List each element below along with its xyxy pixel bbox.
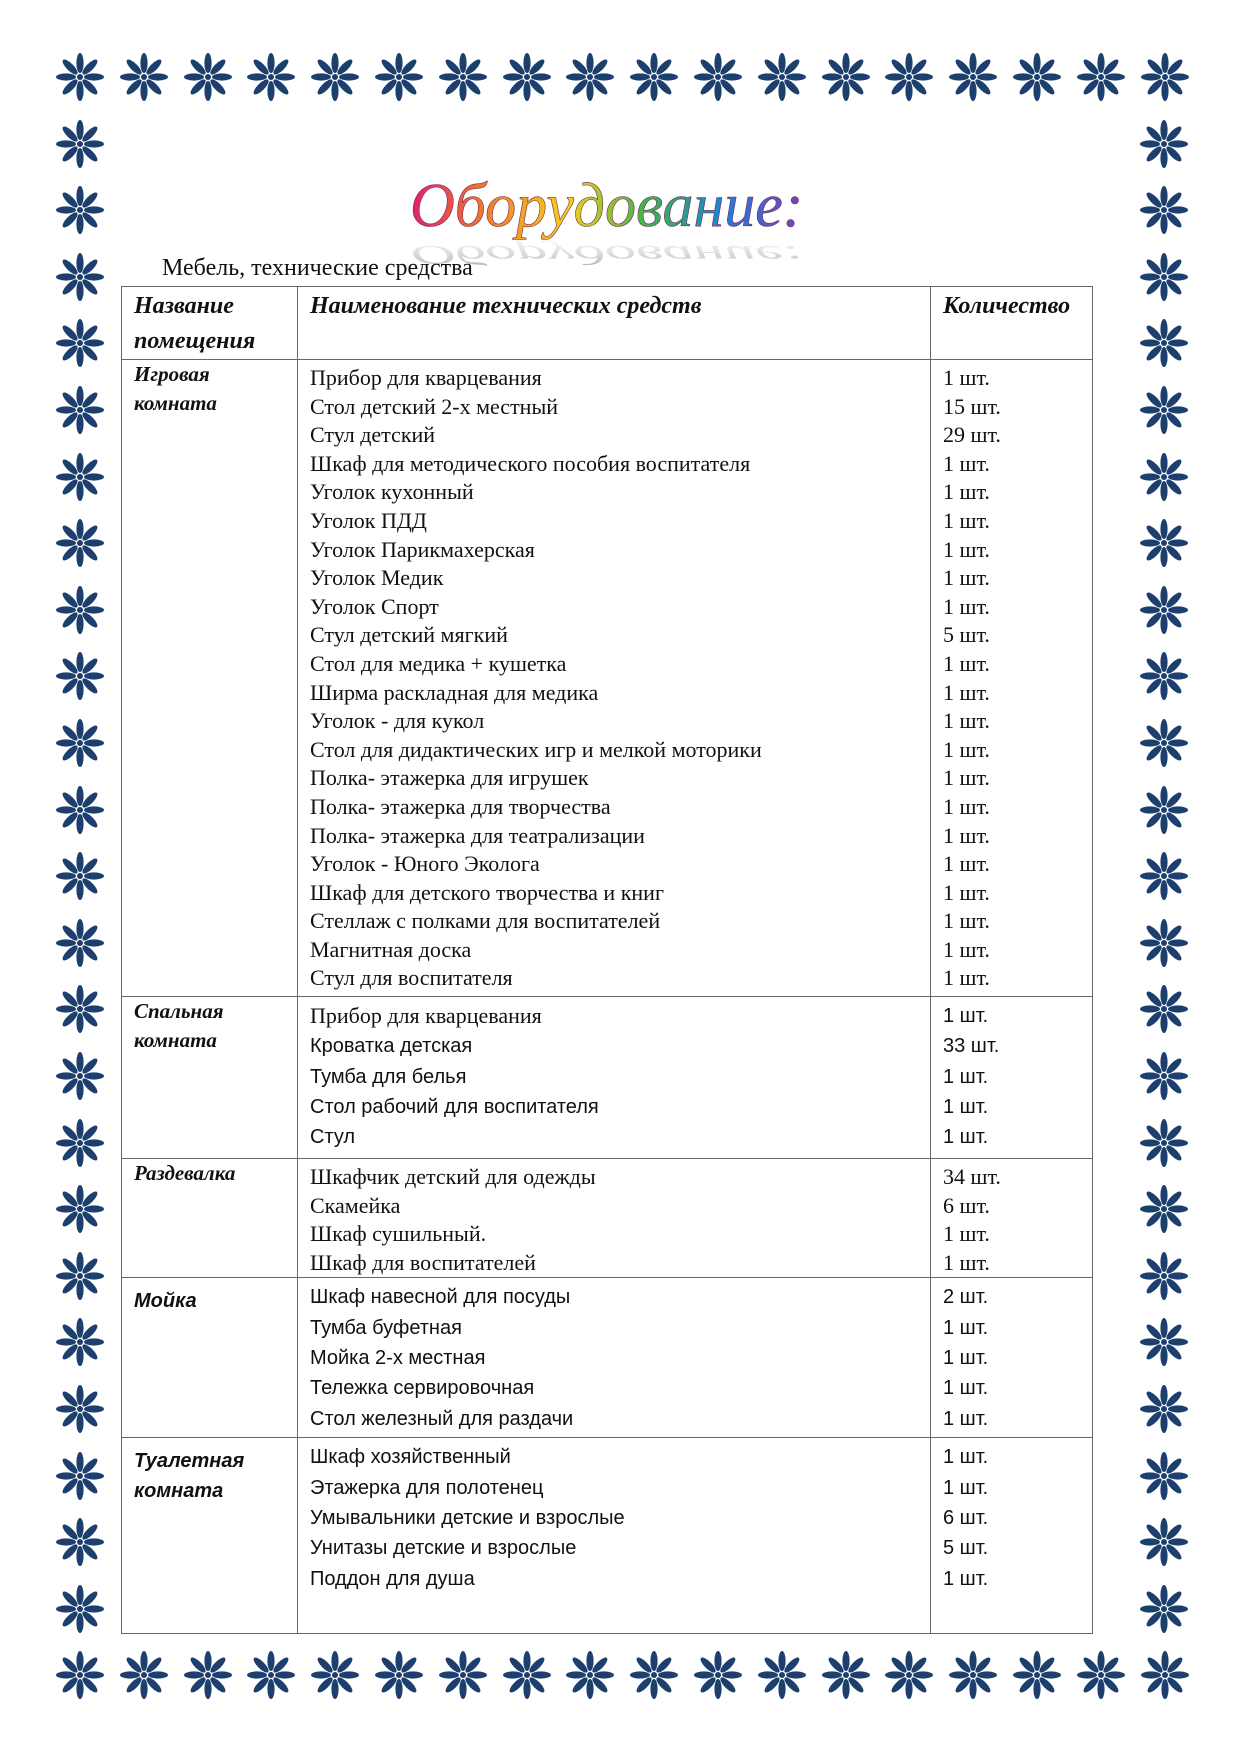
- snowflake-ornament-icon: [1012, 52, 1062, 102]
- snowflake-ornament-icon: [55, 385, 105, 435]
- snowflake-ornament-icon: [55, 1517, 105, 1567]
- snowflake-ornament-icon: [55, 1184, 105, 1234]
- snowflake-ornament-icon: [1139, 318, 1189, 368]
- equipment-quantity: 1 шт.: [943, 1095, 989, 1118]
- equipment-item: Унитазы детские и взрослые: [310, 1537, 577, 1560]
- equipment-item: Полка- этажерка для игрушек: [310, 765, 589, 791]
- table-row: [122, 1438, 1093, 1634]
- equipment-quantity: 1 шт.: [943, 793, 990, 819]
- snowflake-ornament-icon: [757, 52, 807, 102]
- equipment-quantity: 6 шт.: [943, 1192, 990, 1218]
- equipment-item: Тумба буфетная: [310, 1316, 462, 1339]
- room-name: Раздевалка: [122, 1159, 298, 1278]
- equipment-item: Поддон для душа: [310, 1567, 475, 1590]
- equipment-item: Шкаф для методического пособия воспитателя: [310, 450, 751, 476]
- snowflake-ornament-icon: [119, 52, 169, 102]
- snowflake-ornament-icon: [502, 52, 552, 102]
- quantity-list: [931, 1438, 1093, 1634]
- room-name: Игровая комната: [122, 360, 298, 997]
- equipment-quantity: 1 шт.: [943, 1346, 989, 1369]
- equipment-list: [298, 1159, 931, 1278]
- equipment-quantity: 1 шт.: [943, 679, 990, 705]
- equipment-item: Уголок Спорт: [310, 593, 439, 619]
- equipment-item: Стол для дидактических игр и мелкой моторики: [310, 736, 762, 762]
- snowflake-ornament-icon: [55, 785, 105, 835]
- snowflake-ornament-icon: [1139, 1118, 1189, 1168]
- snowflake-ornament-icon: [55, 518, 105, 568]
- table-row: [122, 1159, 1093, 1278]
- equipment-quantity: 1 шт.: [943, 1567, 989, 1590]
- equipment-quantity: 1 шт.: [943, 1249, 990, 1275]
- equipment-quantity: 1 шт.: [943, 1221, 990, 1247]
- equipment-quantity: 1 шт.: [943, 479, 990, 505]
- equipment-quantity: 33 шт.: [943, 1035, 1000, 1058]
- snowflake-ornament-icon: [948, 1650, 998, 1700]
- equipment-table: [121, 286, 1093, 1634]
- equipment-item: Полка- этажерка для творчества: [310, 793, 611, 819]
- equipment-item: Уголок - Юного Эколога: [310, 851, 540, 877]
- equipment-item: Уголок - для кукол: [310, 708, 485, 734]
- snowflake-ornament-icon: [1139, 585, 1189, 635]
- snowflake-ornament-icon: [55, 185, 105, 235]
- snowflake-ornament-icon: [1139, 1451, 1189, 1501]
- snowflake-ornament-icon: [310, 1650, 360, 1700]
- snowflake-ornament-icon: [1139, 718, 1189, 768]
- equipment-item: Стул детский мягкий: [310, 622, 508, 648]
- equipment-quantity: 1 шт.: [943, 736, 990, 762]
- equipment-item: Уголок ПДД: [310, 507, 427, 533]
- snowflake-ornament-icon: [821, 1650, 871, 1700]
- equipment-quantity: 1 шт.: [943, 708, 990, 734]
- snowflake-ornament-icon: [119, 1650, 169, 1700]
- snowflake-ornament-icon: [1139, 1384, 1189, 1434]
- equipment-item: Шкаф навесной для посуды: [310, 1286, 571, 1309]
- snowflake-ornament-icon: [1139, 452, 1189, 502]
- snowflake-ornament-icon: [757, 1650, 807, 1700]
- snowflake-ornament-icon: [55, 1317, 105, 1367]
- equipment-quantity: 1 шт.: [943, 879, 990, 905]
- snowflake-ornament-icon: [629, 1650, 679, 1700]
- equipment-quantity: 15 шт.: [943, 393, 1001, 419]
- snowflake-ornament-icon: [1012, 1650, 1062, 1700]
- snowflake-ornament-icon: [1139, 1317, 1189, 1367]
- snowflake-ornament-icon: [55, 1584, 105, 1634]
- snowflake-ornament-icon: [1139, 651, 1189, 701]
- equipment-item: Ширма раскладная для медика: [310, 679, 599, 705]
- snowflake-ornament-icon: [55, 718, 105, 768]
- equipment-quantity: 1 шт.: [943, 1126, 989, 1149]
- equipment-quantity: 29 шт.: [943, 422, 1001, 448]
- equipment-item: Мойка 2-х местная: [310, 1346, 486, 1369]
- snowflake-ornament-icon: [1139, 785, 1189, 835]
- snowflake-ornament-icon: [1139, 1584, 1189, 1634]
- equipment-quantity: 1 шт.: [943, 765, 990, 791]
- snowflake-ornament-icon: [55, 1384, 105, 1434]
- equipment-list: [298, 997, 931, 1159]
- table-row: [122, 360, 1093, 997]
- snowflake-ornament-icon: [55, 318, 105, 368]
- equipment-item: Полка- этажерка для театрализации: [310, 822, 645, 848]
- equipment-quantity: 34 шт.: [943, 1164, 1001, 1189]
- snowflake-ornament-icon: [1139, 1251, 1189, 1301]
- snowflake-ornament-icon: [55, 851, 105, 901]
- room-name: Мойка: [122, 1278, 298, 1438]
- snowflake-ornament-icon: [55, 1118, 105, 1168]
- equipment-item: Уголок Парикмахерская: [310, 536, 535, 562]
- equipment-quantity: 1 шт.: [943, 1407, 989, 1430]
- snowflake-ornament-icon: [884, 1650, 934, 1700]
- equipment-item: Магнитная доска: [310, 936, 472, 962]
- equipment-quantity: 1 шт.: [943, 450, 990, 476]
- table-header-row: [122, 287, 1093, 360]
- snowflake-ornament-icon: [565, 1650, 615, 1700]
- snowflake-ornament-icon: [55, 1451, 105, 1501]
- section-subtitle: Мебель, технические средства: [162, 255, 473, 281]
- equipment-item: Скамейка: [310, 1192, 401, 1218]
- snowflake-ornament-icon: [55, 252, 105, 302]
- room-name: Туалетная комната: [122, 1438, 298, 1634]
- snowflake-ornament-icon: [1139, 252, 1189, 302]
- equipment-quantity: 1 шт.: [943, 1316, 989, 1339]
- equipment-item: Стул для воспитателя: [310, 965, 513, 991]
- snowflake-ornament-icon: [55, 651, 105, 701]
- equipment-item: Прибор для кварцевания: [310, 365, 542, 390]
- equipment-quantity: 1 шт.: [943, 1065, 989, 1088]
- snowflake-ornament-icon: [183, 52, 233, 102]
- snowflake-ornament-icon: [884, 52, 934, 102]
- snowflake-ornament-icon: [246, 1650, 296, 1700]
- equipment-item: Шкаф хозяйственный: [310, 1446, 511, 1469]
- equipment-quantity: 1 шт.: [943, 565, 990, 591]
- snowflake-ornament-icon: [693, 52, 743, 102]
- equipment-item: Стол для медика + кушетка: [310, 650, 567, 676]
- snowflake-ornament-icon: [55, 918, 105, 968]
- snowflake-ornament-icon: [1139, 1517, 1189, 1567]
- snowflake-ornament-icon: [438, 52, 488, 102]
- snowflake-ornament-icon: [1076, 1650, 1126, 1700]
- equipment-quantity: 1 шт.: [943, 593, 990, 619]
- snowflake-ornament-icon: [948, 52, 998, 102]
- snowflake-ornament-icon: [438, 1650, 488, 1700]
- snowflake-ornament-icon: [55, 119, 105, 169]
- equipment-quantity: 2 шт.: [943, 1286, 989, 1309]
- snowflake-ornament-icon: [55, 1650, 105, 1700]
- equipment-quantity: 1 шт.: [943, 965, 990, 991]
- snowflake-ornament-icon: [1139, 385, 1189, 435]
- equipment-item: Умывальники детские и взрослые: [310, 1506, 625, 1529]
- equipment-quantity: 1 шт.: [943, 536, 990, 562]
- title-text: Оборудование:: [410, 172, 804, 240]
- snowflake-ornament-icon: [1139, 518, 1189, 568]
- snowflake-ornament-icon: [310, 52, 360, 102]
- equipment-quantity: 5 шт.: [943, 1537, 989, 1560]
- equipment-quantity: 1 шт.: [943, 851, 990, 877]
- equipment-list: [298, 1438, 931, 1634]
- equipment-item: Прибор для кварцевания: [310, 1003, 542, 1028]
- snowflake-ornament-icon: [55, 452, 105, 502]
- snowflake-ornament-icon: [1139, 1184, 1189, 1234]
- snowflake-ornament-icon: [374, 52, 424, 102]
- snowflake-ornament-icon: [183, 1650, 233, 1700]
- snowflake-ornament-icon: [55, 585, 105, 635]
- equipment-quantity: 1 шт.: [943, 936, 990, 962]
- equipment-item: Уголок кухонный: [310, 479, 474, 505]
- equipment-item: Кроватка детская: [310, 1035, 473, 1058]
- equipment-item: Тумба для белья: [310, 1065, 467, 1088]
- quantity-list: [931, 360, 1093, 997]
- snowflake-ornament-icon: [55, 1051, 105, 1101]
- snowflake-ornament-icon: [629, 52, 679, 102]
- snowflake-ornament-icon: [246, 52, 296, 102]
- equipment-quantity: 1 шт.: [943, 650, 990, 676]
- snowflake-ornament-icon: [374, 1650, 424, 1700]
- snowflake-ornament-icon: [821, 52, 871, 102]
- table-row: [122, 997, 1093, 1159]
- equipment-item: Стеллаж с полками для воспитателей: [310, 908, 661, 934]
- quantity-list: [931, 1159, 1093, 1278]
- equipment-quantity: 6 шт.: [943, 1506, 989, 1529]
- equipment-item: Стул: [310, 1126, 356, 1149]
- equipment-quantity: 1 шт.: [943, 1476, 989, 1499]
- equipment-item: Шкафчик детский для одежды: [310, 1164, 596, 1189]
- header-quantity: Количество: [931, 287, 1093, 360]
- snowflake-ornament-icon: [1076, 52, 1126, 102]
- equipment-item: Шкаф для воспитателей: [310, 1249, 536, 1275]
- snowflake-ornament-icon: [55, 984, 105, 1034]
- snowflake-ornament-icon: [1139, 918, 1189, 968]
- equipment-quantity: 1 шт.: [943, 908, 990, 934]
- header-room: Название помещения: [122, 287, 298, 360]
- equipment-quantity: 1 шт.: [943, 1005, 989, 1027]
- equipment-item: Уголок Медик: [310, 565, 444, 591]
- snowflake-ornament-icon: [1139, 119, 1189, 169]
- snowflake-ornament-icon: [1140, 1650, 1190, 1700]
- equipment-quantity: 5 шт.: [943, 622, 990, 648]
- equipment-item: Стол детский 2-х местный: [310, 393, 559, 419]
- snowflake-ornament-icon: [1139, 1051, 1189, 1101]
- snowflake-ornament-icon: [1140, 52, 1190, 102]
- snowflake-ornament-icon: [1139, 185, 1189, 235]
- quantity-list: [931, 1278, 1093, 1438]
- snowflake-ornament-icon: [55, 1251, 105, 1301]
- equipment-item: Шкаф для детского творчества и книг: [310, 879, 664, 905]
- header-equipment: Наименование технических средств: [298, 287, 931, 360]
- equipment-quantity: 1 шт.: [943, 507, 990, 533]
- equipment-item: Этажерка для полотенец: [310, 1476, 544, 1499]
- equipment-item: Шкаф сушильный.: [310, 1221, 487, 1247]
- equipment-item: Стул детский: [310, 422, 436, 448]
- equipment-item: Стол железный для раздачи: [310, 1407, 574, 1430]
- equipment-list: [298, 1278, 931, 1438]
- equipment-quantity: 1 шт.: [943, 822, 990, 848]
- snowflake-ornament-icon: [1139, 984, 1189, 1034]
- snowflake-ornament-icon: [693, 1650, 743, 1700]
- equipment-quantity: 1 шт.: [943, 1446, 989, 1469]
- equipment-list: [298, 360, 931, 997]
- table-row: [122, 1278, 1093, 1438]
- equipment-item: Тележка сервировочная: [310, 1377, 535, 1400]
- equipment-quantity: 1 шт.: [943, 1377, 989, 1400]
- equipment-item: Стол рабочий для воспитателя: [310, 1095, 599, 1118]
- room-name: Спальная комната: [122, 997, 298, 1159]
- quantity-list: [931, 997, 1093, 1159]
- snowflake-ornament-icon: [55, 52, 105, 102]
- snowflake-ornament-icon: [565, 52, 615, 102]
- equipment-quantity: 1 шт.: [943, 365, 990, 390]
- snowflake-ornament-icon: [502, 1650, 552, 1700]
- title-reflection: Оборудование:: [410, 239, 804, 271]
- snowflake-ornament-icon: [1139, 851, 1189, 901]
